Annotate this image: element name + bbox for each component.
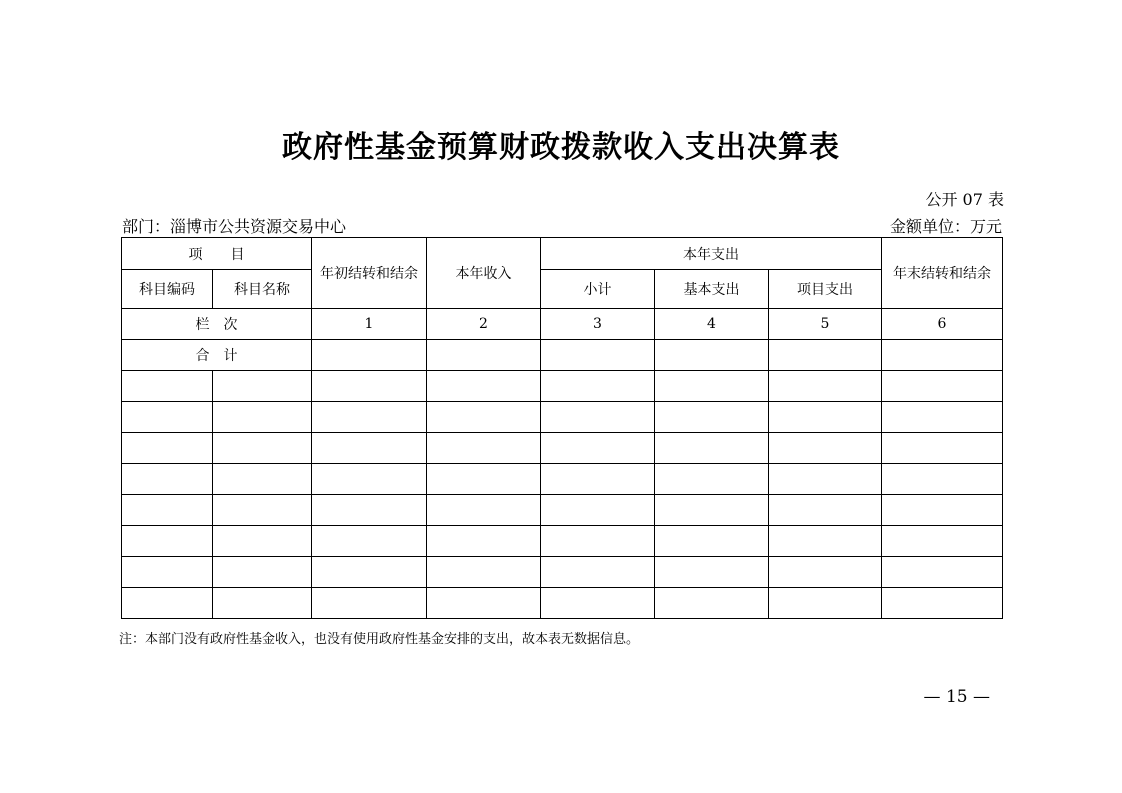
table-cell [541, 402, 655, 433]
table-cell [541, 464, 655, 495]
table-cell [312, 433, 427, 464]
table-cell [213, 526, 312, 557]
table-cell [312, 526, 427, 557]
table-cell [541, 495, 655, 526]
table-cell [655, 340, 769, 371]
total-row [122, 340, 1003, 371]
table-cell [769, 433, 882, 464]
table-cell [769, 340, 882, 371]
column-number: 1 [312, 309, 427, 340]
header-row-1 [122, 238, 1003, 270]
table-cell [541, 433, 655, 464]
column-number: 4 [655, 309, 769, 340]
table-cell [427, 464, 541, 495]
table-cell [541, 340, 655, 371]
table-row [122, 464, 1003, 495]
table-cell [213, 402, 312, 433]
table-cell [122, 588, 213, 619]
table-cell [312, 464, 427, 495]
column-number: 2 [427, 309, 541, 340]
table-cell [312, 588, 427, 619]
table-cell [882, 402, 1003, 433]
header-row-2 [122, 270, 1003, 309]
table-cell [213, 495, 312, 526]
header-project: 项 目 [122, 238, 312, 270]
table-cell [312, 402, 427, 433]
table-cell [427, 495, 541, 526]
department-label: 部门：淄博市公共资源交易中心 [122, 217, 347, 236]
header-opening-balance: 年初结转和结余 [312, 238, 427, 309]
table-cell [122, 371, 213, 402]
table-cell [655, 557, 769, 588]
table-cell [655, 371, 769, 402]
table-cell [427, 588, 541, 619]
table-row [122, 402, 1003, 433]
table-cell [312, 495, 427, 526]
table-cell [427, 371, 541, 402]
table-row [122, 433, 1003, 464]
table-cell [882, 526, 1003, 557]
header-basic-expense: 基本支出 [655, 270, 769, 309]
header-subject-code: 科目编码 [122, 270, 213, 309]
table-cell [427, 402, 541, 433]
table-cell [655, 526, 769, 557]
table-cell [655, 588, 769, 619]
table-cell [769, 464, 882, 495]
table-cell [882, 433, 1003, 464]
page-number: — 15 — [923, 687, 990, 707]
column-index-label: 栏 次 [122, 309, 312, 340]
table-row [122, 557, 1003, 588]
table-cell [312, 371, 427, 402]
table-cell [769, 495, 882, 526]
table-cell [541, 371, 655, 402]
header-closing-balance: 年末结转和结余 [882, 238, 1003, 309]
column-number: 5 [769, 309, 882, 340]
table-cell [427, 557, 541, 588]
header-current-expense: 本年支出 [541, 238, 882, 270]
table-cell [213, 588, 312, 619]
table-cell [213, 464, 312, 495]
table-cell [769, 526, 882, 557]
table-cell [122, 402, 213, 433]
table-cell [769, 557, 882, 588]
table-cell [655, 495, 769, 526]
amount-unit-label: 金额单位：万元 [889, 217, 1002, 236]
total-label: 合 计 [122, 340, 312, 371]
table-cell [769, 402, 882, 433]
page-title: 政府性基金预算财政拨款收入支出决算表 [282, 130, 840, 165]
table-cell [213, 371, 312, 402]
table-cell [655, 433, 769, 464]
column-number: 3 [541, 309, 655, 340]
table-cell [122, 433, 213, 464]
table-cell [427, 340, 541, 371]
table-cell [882, 340, 1003, 371]
table-row [122, 588, 1003, 619]
table-cell [427, 526, 541, 557]
header-subtotal: 小计 [541, 270, 655, 309]
table-cell [122, 464, 213, 495]
table-row [122, 526, 1003, 557]
table-cell [655, 402, 769, 433]
table-cell [882, 371, 1003, 402]
table-row [122, 371, 1003, 402]
header-current-income: 本年收入 [427, 238, 541, 309]
table-cell [541, 557, 655, 588]
header-project-expense: 项目支出 [769, 270, 882, 309]
table-cell [312, 340, 427, 371]
table-cell [769, 588, 882, 619]
table-cell [882, 495, 1003, 526]
table-cell [122, 526, 213, 557]
table-cell [655, 464, 769, 495]
table-cell [312, 557, 427, 588]
column-index-row [122, 309, 1003, 340]
table-row [122, 495, 1003, 526]
table-cell [122, 495, 213, 526]
budget-table [121, 237, 1003, 619]
table-cell [213, 433, 312, 464]
form-code: 公开 07 表 [925, 190, 1004, 209]
table-cell [427, 433, 541, 464]
column-number: 6 [882, 309, 1003, 340]
header-subject-name: 科目名称 [213, 270, 312, 309]
table-cell [213, 557, 312, 588]
footnote: 注：本部门没有政府性基金收入，也没有使用政府性基金安排的支出，故本表无数据信息。 [119, 632, 640, 647]
table-cell [541, 588, 655, 619]
table-cell [122, 557, 213, 588]
table-cell [541, 526, 655, 557]
table-cell [882, 557, 1003, 588]
table-cell [882, 464, 1003, 495]
table-cell [769, 371, 882, 402]
table-cell [882, 588, 1003, 619]
